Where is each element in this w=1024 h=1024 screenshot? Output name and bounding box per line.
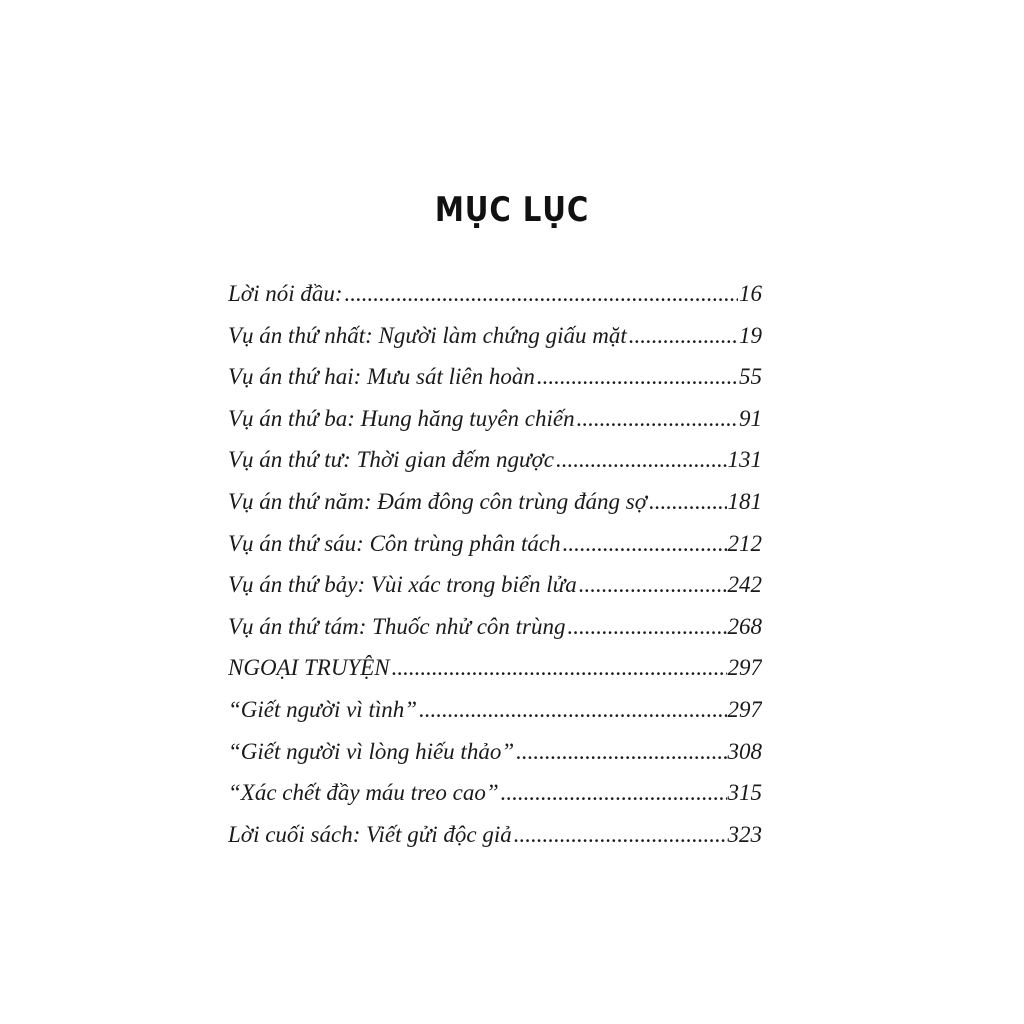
toc-entry-page: 55	[739, 364, 762, 390]
toc-entry-label: Vụ án thứ tám: Thuốc nhử côn trùng	[228, 613, 566, 639]
dot-leader	[556, 447, 726, 473]
toc-entry-page: 268	[727, 613, 762, 639]
dot-leader	[501, 780, 727, 806]
toc-entry-page: 91	[739, 405, 762, 431]
dot-leader	[537, 364, 738, 390]
toc-entry	[228, 655, 762, 697]
dot-leader	[514, 822, 727, 848]
toc-entry	[228, 447, 762, 489]
toc-entry-page: 308	[727, 738, 762, 764]
toc-entry-page: 212	[727, 530, 762, 556]
toc-entry-label: Vụ án thứ nhất: Người làm chứng giấu mặt	[228, 322, 627, 348]
dot-leader	[629, 323, 738, 349]
toc-entry	[228, 572, 762, 614]
page-title: MỤC LỤC	[434, 190, 590, 230]
toc-entry-label: Vụ án thứ tư: Thời gian đếm ngược	[228, 447, 555, 473]
toc-entry-page: 181	[727, 488, 762, 514]
toc-entry	[228, 323, 762, 365]
table-of-contents	[228, 281, 762, 863]
dot-leader	[568, 614, 727, 640]
toc-entry	[228, 406, 762, 448]
dot-leader	[649, 489, 727, 515]
toc-entry-label: Lời nói đầu:	[228, 281, 343, 306]
toc-entry-page: 242	[727, 572, 762, 598]
toc-entry	[228, 780, 762, 822]
toc-entry-label: Lời cuối sách: Viết gửi độc giả	[228, 821, 512, 847]
toc-entry	[228, 739, 762, 781]
dot-leader	[516, 739, 726, 765]
toc-entry-label: Vụ án thứ sáu: Côn trùng phân tách	[228, 530, 561, 556]
toc-entry-label: “Giết người vì lòng hiếu thảo”	[228, 738, 515, 764]
toc-entry	[228, 364, 762, 406]
toc-entry	[228, 614, 762, 656]
toc-entry	[228, 697, 762, 739]
toc-entry	[228, 281, 762, 323]
dot-leader	[392, 655, 727, 681]
toc-entry-label: NGOẠI TRUYỆN	[228, 655, 390, 681]
toc-entry-page: 315	[727, 780, 762, 806]
toc-entry-label: Vụ án thứ hai: Mưu sát liên hoàn	[228, 364, 535, 390]
toc-entry-label: Vụ án thứ ba: Hung hăng tuyên chiến	[228, 405, 575, 431]
toc-entry-page: 131	[727, 447, 762, 473]
toc-entry-page: 16	[739, 281, 762, 306]
toc-entry-page: 19	[739, 322, 762, 348]
toc-entry	[228, 489, 762, 531]
dot-leader	[577, 406, 738, 432]
toc-entry-label: “Xác chết đầy máu treo cao”	[228, 780, 499, 806]
toc-entry-page: 323	[727, 821, 762, 847]
toc-entry	[228, 531, 762, 573]
toc-entry	[228, 822, 762, 864]
dot-leader	[345, 281, 738, 307]
dot-leader	[419, 697, 726, 723]
toc-entry-label: “Giết người vì tình”	[228, 696, 418, 722]
dot-leader	[563, 531, 727, 557]
dot-leader	[579, 572, 727, 598]
toc-entry-page: 297	[727, 655, 762, 681]
toc-entry-page: 297	[727, 696, 762, 722]
toc-entry-label: Vụ án thứ năm: Đám đông côn trùng đáng sợ	[228, 488, 647, 514]
toc-entry-label: Vụ án thứ bảy: Vùi xác trong biển lửa	[228, 572, 577, 598]
